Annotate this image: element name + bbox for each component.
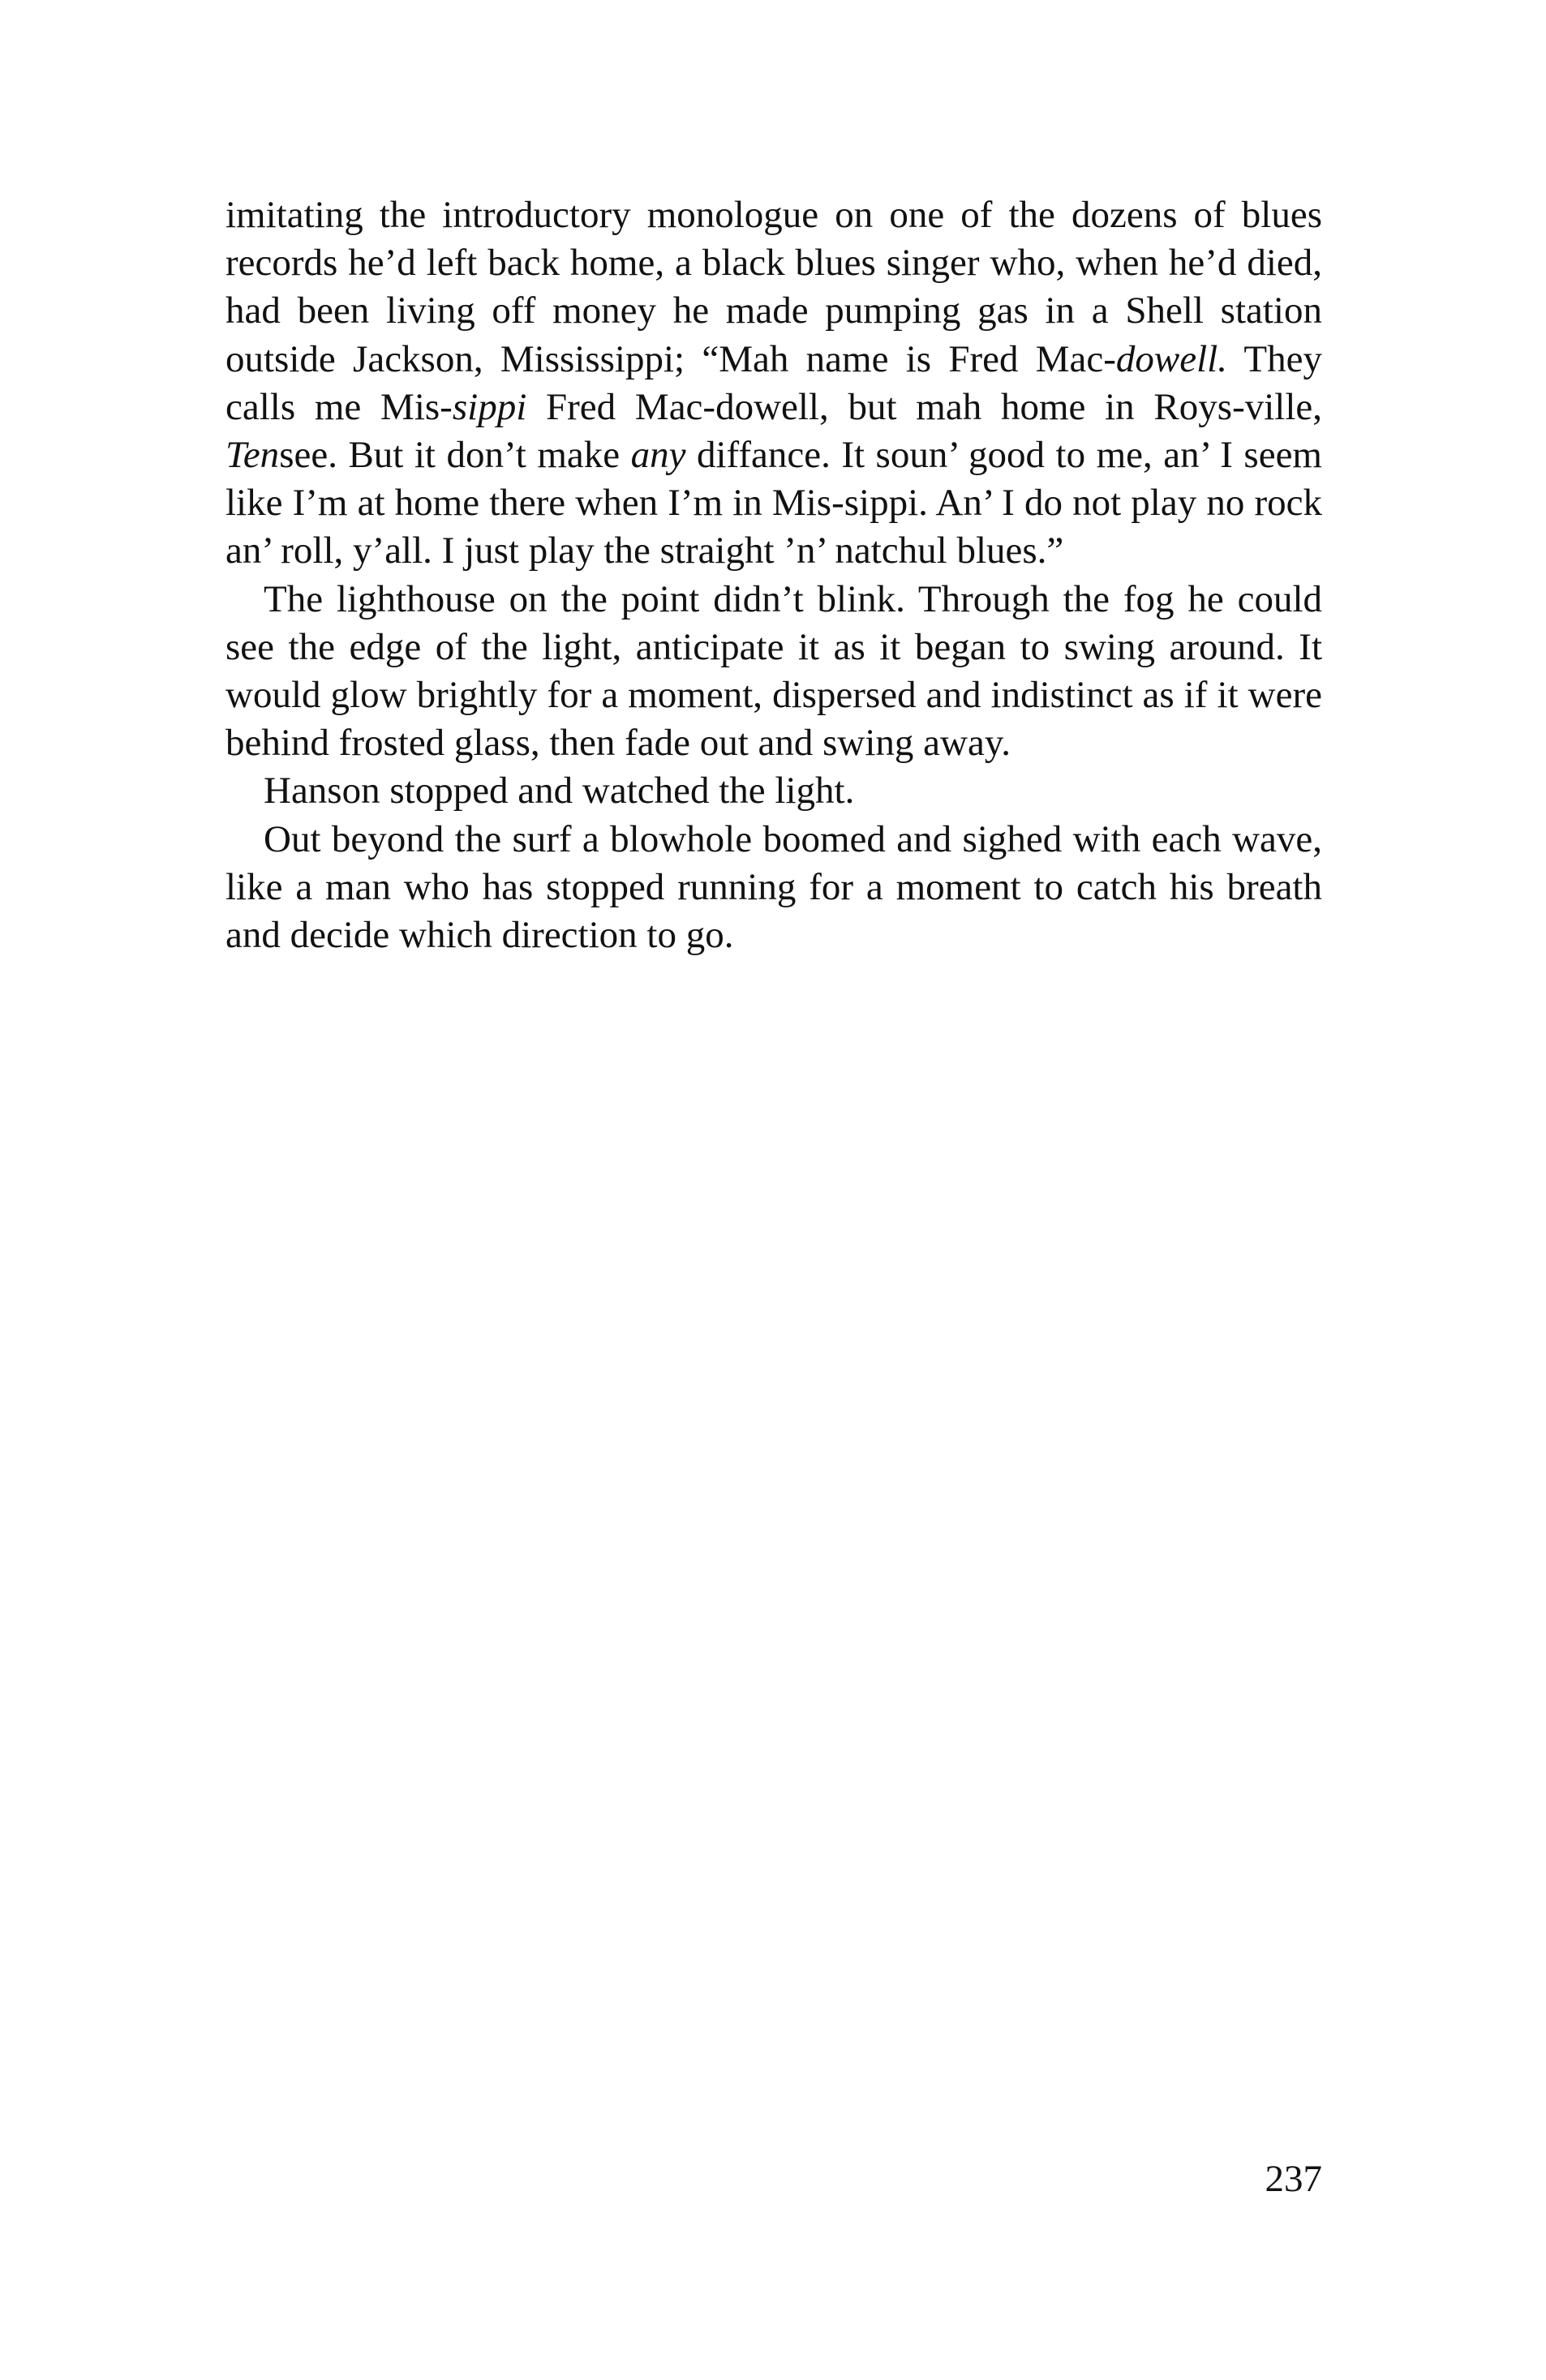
paragraph-2: The lighthouse on the point didn’t blink. Through the fog he could see the edge of the light, anticipate it as it began to swing around. It would glow brightly for a moment, dispersed and indistinct as if it were behind frosted glass, then fade out and swing away. xyxy=(225,577,1322,765)
italic-run: dowell. xyxy=(1115,337,1227,380)
italic-run: any xyxy=(630,434,686,477)
paragraph-4: Out beyond the surf a blowhole boomed and sighed with each wave, like a man who has stopped running for a moment to catch his breath and decide which direction to go. xyxy=(225,817,1322,957)
italic-run: Ten xyxy=(225,434,280,477)
text-run: They calls me Mis- xyxy=(225,337,1322,428)
paragraph-1 xyxy=(225,191,1322,576)
body-text xyxy=(225,191,1322,959)
text-run: diffance. It soun’ good to me, an’ I seem like I’m at home there when I’m in Mis-sippi. An’ I do not play no rock an’ roll, y’all. I just play the straight ’n’ natchul blues.” xyxy=(225,434,1322,572)
text-run: see. But it don’t make xyxy=(279,434,631,477)
paragraph-3: Hanson stopped and watched the light. xyxy=(264,770,855,813)
page-number: 237 xyxy=(1265,2158,1322,2200)
italic-run: sippi xyxy=(452,385,527,428)
text-run: Fred Mac-dowell, but mah home in Roys-ville, xyxy=(526,385,1323,428)
text-run: imitating the introductory monologue on one of the dozens of blues records he’d left back home, a black blues singer who, when he’d died, had been living off money he made pumping gas in a Shell station outside Jackson, Mississippi; “Mah name is Fred Mac- xyxy=(225,194,1322,380)
